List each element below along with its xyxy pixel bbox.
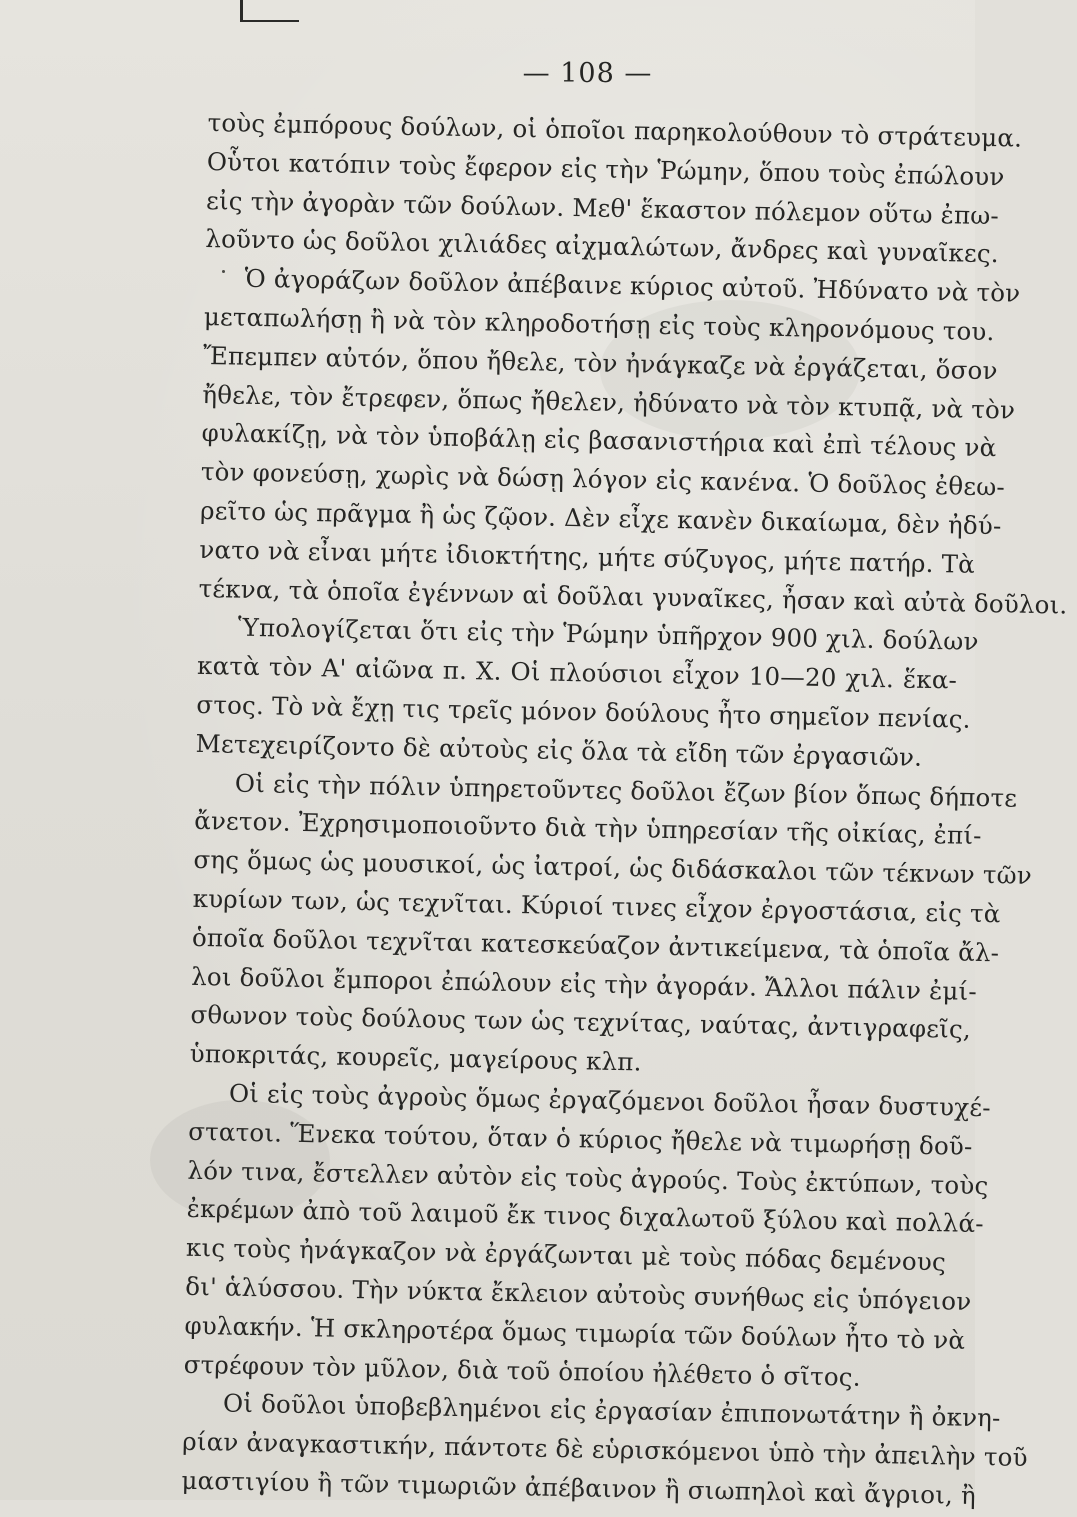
text-line: δι' ἁλύσσου. Τὴν νύκτα ἔκλειον αὐτοὺς συνήθως εἰς ὑπόγειον (185, 1271, 972, 1316)
text-line: στρέφουν τὸν μῦλον, διὰ τοῦ ὁποίου ἠλέθετο ὁ σῖτος. (183, 1349, 862, 1392)
text-line: νατο νὰ εἶναι μήτε ἰδιοκτήτης, μήτε σύζυγος, μήτε πατήρ. Τὰ (199, 534, 976, 579)
body-text (181, 104, 1068, 1515)
text-line: ρεῖτο ὡς πρᾶγμα ἢ ὡς ζῷον. Δὲν εἶχε κανὲν δικαίωμα, δὲν ἠδύ- (199, 495, 1002, 541)
text-line: τοὺς ἐμπόρους δούλων, οἱ ὁποῖοι παρηκολούθουν τὸ στράτευμα. (207, 107, 1023, 153)
text-line: κατὰ τὸν Α' αἰῶνα π. Χ. Οἱ πλούσιοι εἶχον 10—20 χιλ. ἕκα- (196, 651, 958, 695)
text-line: Οἱ εἰς τὴν πόλιν ὑπηρετοῦντες δοῦλοι ἔζων βίον ὅπως δήποτε (234, 768, 1018, 813)
text-line: ἐκρέμων ἀπὸ τοῦ λαιμοῦ ἔκ τινος διχαλωτοῦ ξύλου καὶ πολλά- (186, 1194, 984, 1239)
text-line: σης ὅμως ὡς μουσικοί, ὡς ἰατροί, ὡς διδάσκαλοι τῶν τέκνων τῶν (193, 845, 1033, 891)
text-line: Ὑπολογίζεται ὅτι εἰς τὴν Ῥώμην ὑπῆρχον 900 χιλ. δούλων (237, 613, 979, 657)
text-line: σθωνον τοὺς δούλους των ὡς τεχνίτας, ναύτας, ἀντιγραφεῖς, (190, 1000, 972, 1045)
text-line: μαστιγίου ἢ τῶν τιμωριῶν ἀπέβαινον ἢ σιωπηλοὶ καὶ ἄγριοι, ἢ (181, 1465, 977, 1510)
text-line: κις τοὺς ἠνάγκαζον νὰ ἐργάζωνται μὲ τοὺς πόδας δεμένους (185, 1232, 947, 1277)
page-number: — 108 — (522, 58, 653, 89)
text-line: τέκνα, τὰ ὁποῖα ἐγέννων αἱ δοῦλαι γυναῖκες, ἦσαν καὶ αὐτὰ δοῦλοι. (198, 573, 1068, 620)
text-line: λόν τινα, ἔστελλεν αὐτὸν εἰς τοὺς ἀγρούς. Τοὺς ἐκτύπων, τοὺς (187, 1155, 989, 1200)
text-line: εἰς τὴν ἀγορὰν τῶν δούλων. Μεθ' ἕκαστον πόλεμον οὕτω ἐπω- (205, 185, 1000, 230)
text-line: μεταπωλήσῃ ἢ νὰ τὸν κληροδοτήσῃ εἰς τοὺς κληρονόμους του. (203, 301, 995, 347)
text-line: ρίαν ἀναγκαστικήν, πάντοτε δὲ εὑρισκόμενοι ὑπὸ τὴν ἀπειλὴν τοῦ (182, 1426, 1028, 1473)
text-line: ἄνετον. Ἐχρησιμοποιοῦντο διὰ τὴν ὑπηρεσίαν τῆς οἰκίας, ἐπί- (193, 806, 982, 851)
text-line: φυλακίζῃ, νὰ τὸν ὑποβάλῃ εἰς βασανιστήρια καὶ ἐπὶ τέλους νὰ (201, 418, 997, 463)
text-line: κυρίων των, ὡς τεχνῖται. Κύριοί τινες εἶχον ἐργοστάσια, εἰς τὰ (192, 883, 1001, 929)
corner-rule (240, 0, 299, 22)
text-line: ὑποκριτάς, κουρεῖς, μαγείρους κλπ. (189, 1038, 642, 1077)
text-line: τὸν φονεύσῃ, χωρὶς νὰ δώσῃ λόγον εἰς κανένα. Ὁ δοῦλος ἐθεω- (200, 457, 1006, 502)
text-line: Ἔπεμπεν αὐτόν, ὅπου ἤθελε, τὸν ἠνάγκαζε νὰ ἐργάζεται, ὅσον (202, 340, 998, 385)
text-line: Οὗτοι κατόπιν τοὺς ἔφερον εἰς τὴν Ῥώμην, ὅπου τοὺς ἐπώλουν (206, 146, 1005, 192)
text-line: ὁποῖα δοῦλοι τεχνῖται κατεσκεύαζον ἀντικείμενα, τὰ ὁποῖα ἄλ- (191, 922, 1000, 968)
text-line: λοῦντο ὡς δοῦλοι χιλιάδες αἰχμαλώτων, ἄνδρες καὶ γυναῖκες. (205, 224, 1000, 269)
text-line: στατοι. Ἕνεκα τούτου, ὅταν ὁ κύριος ἤθελε νὰ τιμωρήσῃ δοῦ- (188, 1116, 973, 1161)
text-line: Οἱ δοῦλοι ὑποβεβλημένοι εἰς ἐργασίαν ἐπιπονωτάτην ἢ ὀκνη- (222, 1388, 1001, 1433)
text-line: Ὁ ἀγοράζων δοῦλον ἀπέβαινε κύριος αὐτοῦ. Ἠδύνατο νὰ τὸν (244, 263, 1021, 308)
text-line: Μετεχειρίζοντο δὲ αὐτοὺς εἰς ὅλα τὰ εἴδη τῶν ἐργασιῶν. (195, 728, 923, 772)
text-line: Οἱ εἰς τοὺς ἀγροὺς ὅμως ἐργαζόμενοι δοῦλοι ἦσαν δυστυχέ- (228, 1078, 992, 1123)
text-line: ἤθελε, τὸν ἔτρεφεν, ὅπως ἤθελεν, ἠδύνατο νὰ τὸν κτυπᾷ, νὰ τὸν (202, 379, 1016, 425)
text-line: φυλακήν. Ἡ σκληροτέρα ὅμως τιμωρία τῶν δούλων ἦτο τὸ νὰ (184, 1310, 966, 1355)
text-line: λοι δοῦλοι ἔμποροι ἐπώλουν εἰς τὴν ἀγοράν. Ἄλλοι πάλιν ἐμί- (190, 961, 978, 1006)
text-line: στος. Τὸ νὰ ἔχῃ τις τρεῖς μόνον δούλους ἦτο σημεῖον πενίας. (196, 689, 971, 734)
